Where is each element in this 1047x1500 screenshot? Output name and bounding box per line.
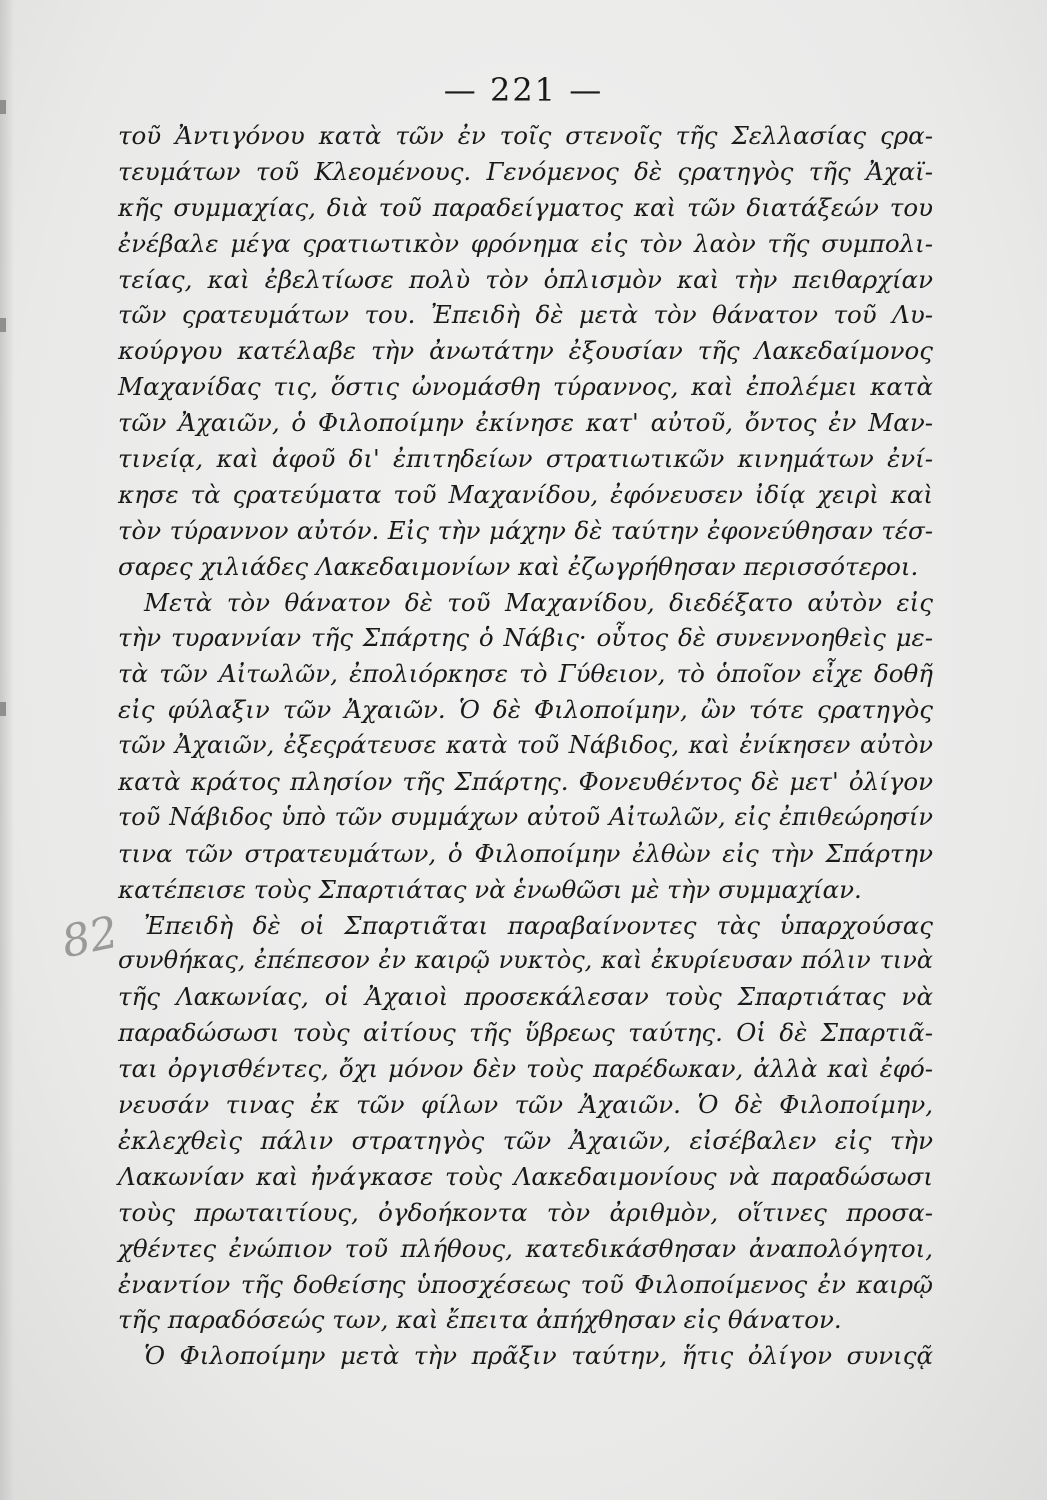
- text-line: τὴν τυραννίαν τῆς Σπάρτης ὁ Νάβις· οὗτος δὲ συνεννοηθεὶς με-: [118, 623, 933, 653]
- text-line: Ὁ Φιλοποίμην μετὰ τὴν πρᾶξιν ταύτην, ἥτις ὀλίγον συνιςᾷ: [144, 1341, 933, 1371]
- text-line: σαρες χιλιάδες Λακεδαιμονίων καὶ ἐζωγρήθησαν περισσότεροι.: [118, 551, 919, 581]
- text-line: κατὰ κράτος πλησίον τῆς Σπάρτης. Φονευθέντος δὲ μετ' ὀλίγον: [118, 767, 933, 797]
- text-line: τινείᾳ, καὶ ἀφοῦ δι' ἐπιτηδείων στρατιωτικῶν κινημάτων ἐνί-: [118, 444, 933, 474]
- text-line: κούργου κατέλαβε τὴν ἀνωτάτην ἐξουσίαν τῆς Λακεδαίμονος: [118, 336, 933, 366]
- margin-pencil-note: 82: [57, 906, 123, 969]
- text-line: Λακωνίαν καὶ ἠνάγκασε τοὺς Λακεδαιμονίους νὰ παραδώσωσι: [118, 1161, 933, 1191]
- text-line: ται ὀργισθέντες, ὄχι μόνον δὲν τοὺς παρέδωκαν, ἀλλὰ καὶ ἐφό-: [118, 1054, 933, 1084]
- text-line: τὰ τῶν Αἰτωλῶν, ἐπολιόρκησε τὸ Γύθειον, τὸ ὁποῖον εἶχε δοθῆ: [118, 659, 933, 689]
- text-line: Μετὰ τὸν θάνατον δὲ τοῦ Μαχανίδου, διεδέξατο αὐτὸν εἰς: [144, 587, 933, 617]
- text-line: νευσάν τινας ἐκ τῶν φίλων τῶν Ἀχαιῶν. Ὁ δὲ Φιλοποίμην,: [118, 1090, 933, 1120]
- text-line: ἐκλεχθεὶς πάλιν στρατηγὸς τῶν Ἀχαιῶν, εἰσέβαλεν εἰς τὴν: [118, 1125, 933, 1155]
- text-line: τῶν Ἀχαιῶν, ἐξεςράτευσε κατὰ τοῦ Νάβιδος, καὶ ἐνίκησεν αὐτὸν: [118, 731, 933, 760]
- page-edge-mark: [0, 318, 6, 332]
- text-line: τῶν Ἀχαιῶν, ὁ Φιλοποίμην ἐκίνησε κατ' αὐτοῦ, ὄντος ἐν Μαν-: [118, 408, 933, 438]
- text-line: τὸν τύραννον αὐτόν. Εἰς τὴν μάχην δὲ ταύτην ἐφονεύθησαν τέσ-: [118, 515, 933, 545]
- text-line: παραδώσωσι τοὺς αἰτίους τῆς ὕβρεως ταύτης. Οἱ δὲ Σπαρτιᾶ-: [118, 1018, 933, 1048]
- text-line: τινα τῶν στρατευμάτων, ὁ Φιλοποίμην ἐλθὼν εἰς τὴν Σπάρτην: [118, 838, 933, 868]
- page-binding-shadow: [0, 0, 14, 1500]
- text-line: εἰς φύλαξιν τῶν Ἀχαιῶν. Ὁ δὲ Φιλοποίμην, ὢν τότε ςρατηγὸς: [118, 695, 933, 725]
- text-line: τῶν ςρατευμάτων του. Ἐπειδὴ δὲ μετὰ τὸν θάνατον τοῦ Λυ-: [118, 300, 933, 330]
- text-line: τοὺς πρωταιτίους, ὀγδοήκοντα τὸν ἀριθμὸν, οἵτινες προσα-: [118, 1197, 933, 1227]
- text-line: τευμάτων τοῦ Κλεομένους. Γενόμενος δὲ ςρατηγὸς τῆς Ἀχαϊ-: [118, 156, 933, 186]
- text-line: τοῦ Ἀντιγόνου κατὰ τῶν ἐν τοῖς στενοῖς τῆς Σελλασίας ςρα-: [118, 121, 933, 150]
- text-line: τείας, καὶ ἐβελτίωσε πολὺ τὸν ὁπλισμὸν καὶ τὴν πειθαρχίαν: [118, 264, 933, 294]
- text-line: τῆς παραδόσεώς των, καὶ ἔπειτα ἀπήχθησαν εἰς θάνατον.: [118, 1305, 842, 1335]
- text-line: Ἐπειδὴ δὲ οἱ Σπαρτιᾶται παραβαίνοντες τὰς ὑπαρχούσας: [144, 910, 933, 940]
- text-line: τῆς Λακωνίας, οἱ Ἀχαιοὶ προσεκάλεσαν τοὺς Σπαρτιάτας νὰ: [118, 982, 933, 1012]
- page-edge-mark: [0, 702, 6, 716]
- text-line: συνθήκας, ἐπέπεσον ἐν καιρῷ νυκτὸς, καὶ ἐκυρίευσαν πόλιν τινὰ: [118, 946, 933, 975]
- text-line: κατέπεισε τοὺς Σπαρτιάτας νὰ ἑνωθῶσι μὲ τὴν συμμαχίαν.: [118, 874, 862, 904]
- page-number: — 221 —: [443, 71, 604, 109]
- text-line: τοῦ Νάβιδος ὑπὸ τῶν συμμάχων αὐτοῦ Αἰτωλῶν, εἰς ἐπιθεώρησίν: [118, 802, 933, 831]
- text-line: Μαχανίδας τις, ὅστις ὠνομάσθη τύραννος, καὶ ἐπολέμει κατὰ: [118, 372, 933, 402]
- text-line: χθέντες ἐνώπιον τοῦ πλήθους, κατεδικάσθησαν ἀναπολόγητοι,: [118, 1233, 933, 1263]
- text-line: κῆς συμμαχίας, διὰ τοῦ παραδείγματος καὶ τῶν διατάξεών του: [118, 192, 933, 222]
- text-line: ἐνέβαλε μέγα ςρατιωτικὸν φρόνημα εἰς τὸν λαὸν τῆς συμπολι-: [118, 228, 933, 258]
- text-line: κησε τὰ ςρατεύματα τοῦ Μαχανίδου, ἐφόνευσεν ἰδίᾳ χειρὶ καὶ: [118, 479, 933, 509]
- text-line: ἐναντίον τῆς δοθείσης ὑποσχέσεως τοῦ Φιλοποίμενος ἐν καιρῷ: [118, 1269, 933, 1299]
- body-text: [118, 118, 933, 1374]
